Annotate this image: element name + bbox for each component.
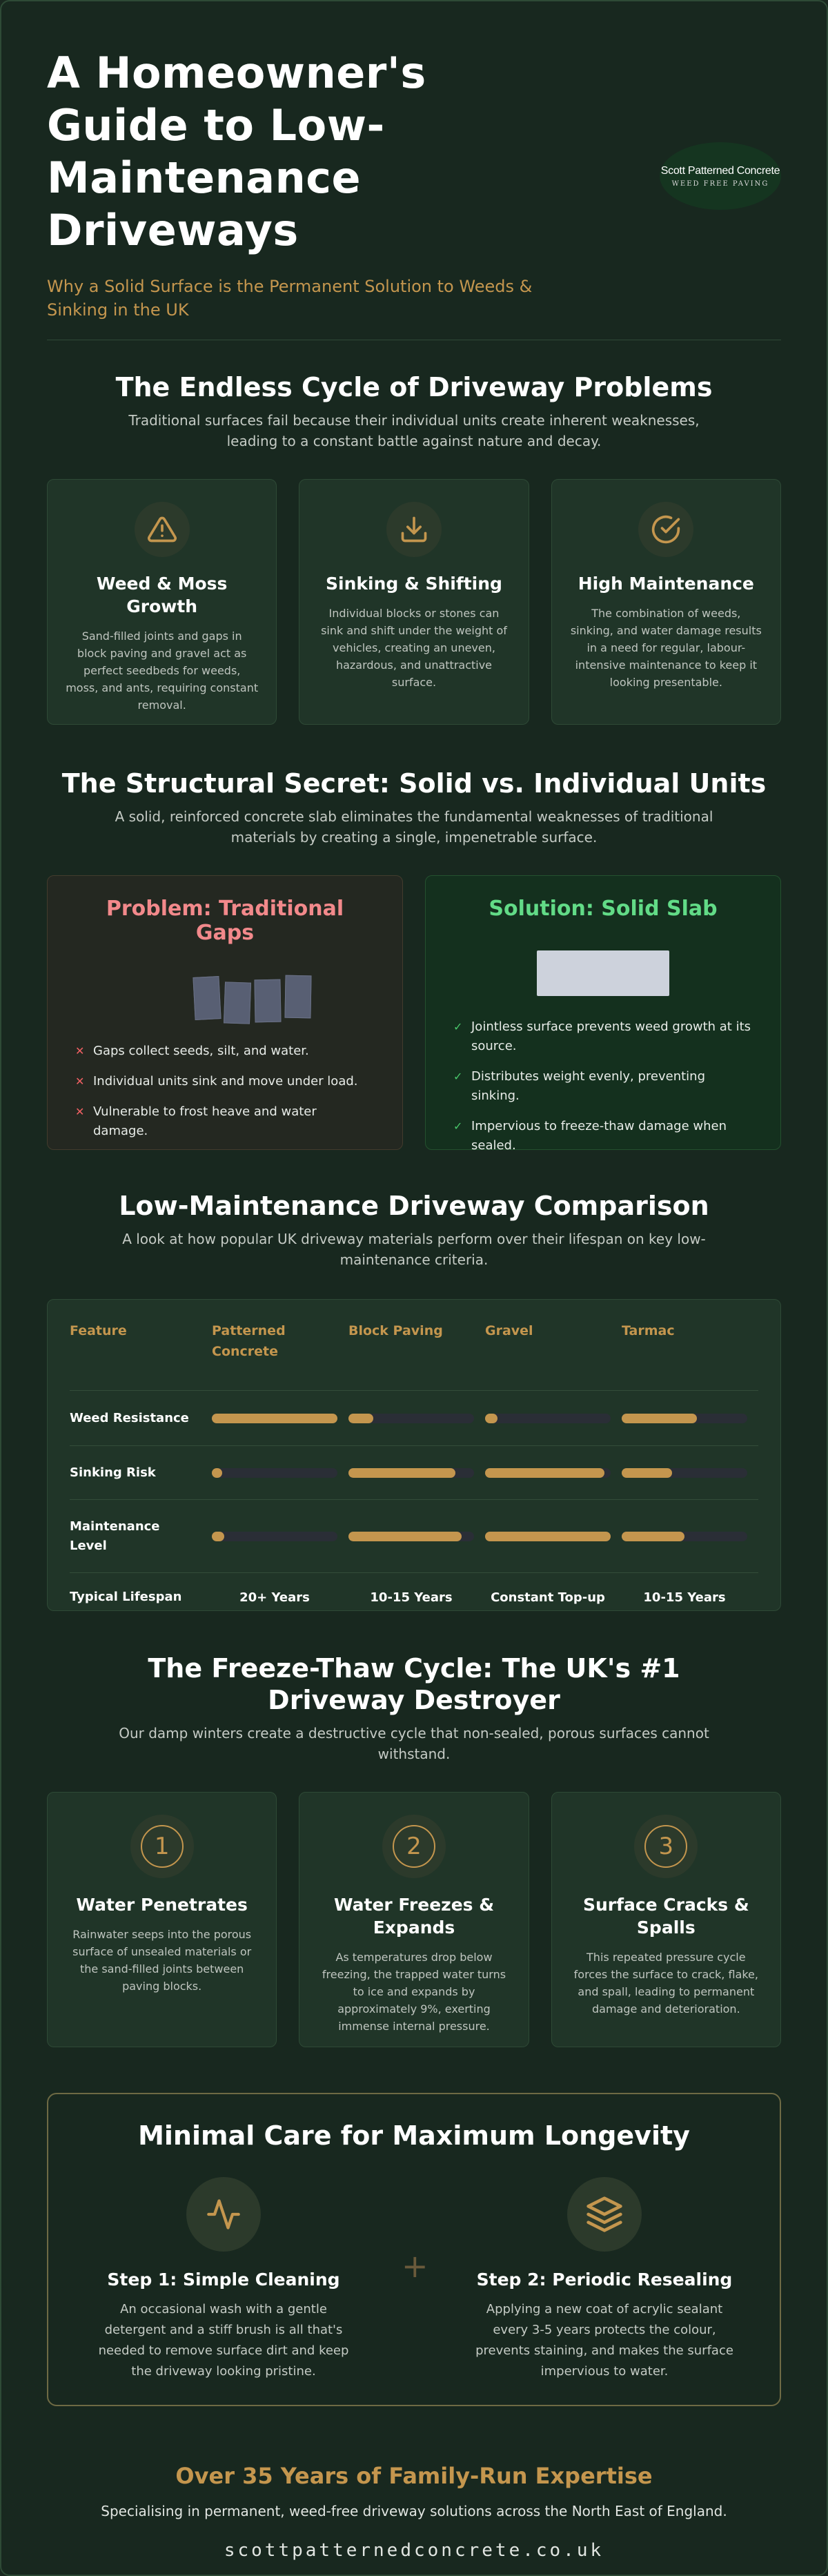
comparison-panels <box>47 875 781 1153</box>
rating-fill <box>485 1532 611 1541</box>
table-row <box>70 1391 758 1446</box>
section-title: The Freeze-Thaw Cycle: The UK's #1 Driveway Destroyer <box>148 1653 680 1715</box>
rating-bar <box>485 1532 611 1541</box>
cross-icon: ✕ <box>75 1105 85 1118</box>
check-icon: ✓ <box>453 1070 463 1083</box>
card-title: Surface Cracks & Spalls <box>582 1895 749 1938</box>
layers-icon <box>567 2177 642 2252</box>
page-subtitle: Why a Solid Surface is the Permanent Solution to Weeds & Sinking in the UK <box>47 277 533 320</box>
card-title: High Maintenance <box>578 574 754 594</box>
care-box <box>47 2093 781 2406</box>
footer <box>1 2406 827 2561</box>
step-number: 3 <box>644 1825 687 1868</box>
paving-block <box>284 975 311 1019</box>
rating-fill <box>348 1414 373 1423</box>
freeze-step-card <box>47 1792 277 2047</box>
rating-bar <box>485 1414 611 1423</box>
care-step <box>473 2177 736 2382</box>
table-row <box>70 1500 758 1573</box>
card-text: This repeated pressure cycle forces the surface to crack, flake, and spall, leading to permanent damage and deterioration. <box>573 1951 758 2016</box>
section-description: A solid, reinforced concrete slab eliminates the fundamental weaknesses of traditional materials by creating a single, impenetrable surface. <box>115 808 713 846</box>
paving-block <box>193 976 221 1020</box>
section-title: Low-Maintenance Driveway Comparison <box>119 1191 709 1221</box>
row-label: Maintenance Level <box>70 1519 160 1553</box>
solution-list <box>453 1017 753 1155</box>
plus-icon: + <box>402 2247 428 2285</box>
rating-bar <box>348 1414 474 1423</box>
footer-title: Over 35 Years of Family-Run Expertise <box>175 2463 653 2489</box>
header <box>1 1 827 340</box>
care-step <box>92 2177 355 2382</box>
care-section <box>1 2047 827 2406</box>
freeze-thaw-section <box>1 1611 827 2047</box>
check-icon: ✓ <box>453 1120 463 1133</box>
column-header: Block Paving <box>348 1323 443 1338</box>
download-icon <box>386 502 442 557</box>
rating-fill <box>485 1414 497 1423</box>
card-title: Weed & Moss Growth <box>96 574 228 616</box>
row-label: Weed Resistance <box>70 1410 189 1425</box>
list-item: ✕ Individual units sink and move under load. <box>75 1072 375 1091</box>
section-title: The Structural Secret: Solid vs. Individual Units <box>61 768 767 799</box>
rating-fill <box>622 1532 684 1541</box>
step-number-badge <box>634 1815 698 1878</box>
card-text: As temperatures drop below freezing, the trapped water turns to ice and expands by approximately 9%, exerting immense internal pressure. <box>322 1951 506 2033</box>
block-paving-illustration <box>75 957 375 1026</box>
lifespan-value: 20+ Years <box>239 1590 310 1605</box>
row-label: Sinking Risk <box>70 1465 156 1480</box>
footer-text: Specialising in permanent, weed-free driveway solutions across the North East of England. <box>101 2503 727 2519</box>
website-link[interactable]: scottpatternedconcrete.co.uk <box>224 2540 604 2561</box>
rating-bar <box>212 1468 337 1478</box>
care-steps <box>48 2177 780 2382</box>
problems-section <box>1 340 827 725</box>
activity-icon <box>186 2177 261 2252</box>
paving-block <box>254 979 281 1023</box>
lifespan-value: 10-15 Years <box>643 1590 726 1605</box>
problem-card <box>47 479 277 725</box>
step-number: 1 <box>141 1825 184 1868</box>
rating-bar <box>212 1414 337 1423</box>
freeze-step-card <box>551 1792 781 2047</box>
step-text: Applying a new coat of acrylic sealant every 3-5 years protects the colour, prevents staining, and makes the surface impervious to water. <box>475 2302 733 2379</box>
step-title: Step 2: Periodic Resealing <box>476 2270 733 2290</box>
rating-fill <box>348 1468 455 1478</box>
comparison-table <box>47 1299 781 1611</box>
solution-panel <box>425 875 781 1153</box>
step-number-badge <box>382 1815 446 1878</box>
page-title: A Homeowner's Guide to Low-Maintenance Driveways <box>47 48 426 255</box>
table-header <box>70 1318 758 1391</box>
rating-fill <box>212 1468 222 1478</box>
column-header: Gravel <box>485 1323 533 1338</box>
section-title: Minimal Care for Maximum Longevity <box>138 2120 690 2151</box>
concrete-slab <box>537 950 669 996</box>
table-row <box>70 1446 758 1500</box>
check-icon: ✓ <box>453 1020 463 1033</box>
rating-bar <box>622 1414 747 1423</box>
row-label: Typical Lifespan <box>70 1590 182 1604</box>
card-text: The combination of weeds, sinking, and water damage results in a need for regular, labour-intensive maintenance to keep it looking presentable. <box>570 607 762 689</box>
lifespan-value: Constant Top-up <box>491 1590 605 1605</box>
problem-panel-title: Problem: Traditional Gaps <box>106 897 344 945</box>
rating-bar <box>622 1532 747 1541</box>
card-title: Sinking & Shifting <box>326 574 502 594</box>
check-circle-icon <box>638 502 693 557</box>
section-description: A look at how popular UK driveway materials perform over their lifespan on key low-maintenance criteria. <box>122 1231 706 1268</box>
problem-cards <box>47 479 781 725</box>
column-header: Patterned Concrete <box>212 1323 286 1359</box>
section-description: Our damp winters create a destructive cycle that non-sealed, porous surfaces cannot withstand. <box>119 1725 709 1762</box>
step-number: 2 <box>393 1825 435 1868</box>
card-text: Rainwater seeps into the porous surface of unsealed materials or the sand-filled joints between paving blocks. <box>72 1928 252 1993</box>
company-logo <box>660 142 781 210</box>
logo-tagline: WEED FREE PAVING <box>671 179 769 188</box>
card-text: Sand-filled joints and gaps in block paving and gravel act as perfect seedbeds for weeds, moss, and ants, requiring constant removal. <box>66 630 259 712</box>
comparison-section <box>1 1150 827 1611</box>
problem-card <box>551 479 781 725</box>
problem-card <box>299 479 529 725</box>
list-item: ✓ Impervious to freeze-thaw damage when sealed. <box>453 1117 753 1155</box>
card-title: Water Freezes & Expands <box>333 1895 495 1938</box>
warning-icon <box>135 502 190 557</box>
step-text: An occasional wash with a gentle detergent and a stiff brush is all that's needed to remove surface dirt and keep the driveway looking pristine. <box>98 2302 349 2379</box>
solution-panel-title: Solution: Solid Slab <box>489 897 718 921</box>
step-title: Step 1: Simple Cleaning <box>107 2270 340 2290</box>
column-header: Feature <box>70 1323 127 1338</box>
list-item: ✕ Vulnerable to frost heave and water damage. <box>75 1102 375 1141</box>
column-header: Tarmac <box>622 1323 675 1338</box>
rating-bar <box>348 1468 474 1478</box>
rating-bar <box>622 1468 747 1478</box>
logo-name: Scott Patterned Concrete <box>660 164 780 177</box>
section-title: The Endless Cycle of Driveway Problems <box>115 372 713 402</box>
rating-fill <box>622 1414 697 1423</box>
card-title: Water Penetrates <box>76 1895 248 1915</box>
card-text: Individual blocks or stones can sink and shift under the weight of vehicles, creating an uneven, hazardous, and unattractive surface. <box>321 607 507 689</box>
problem-panel <box>47 875 403 1150</box>
rating-fill <box>212 1532 224 1541</box>
list-item: ✓ Distributes weight evenly, preventing sinking. <box>453 1067 753 1106</box>
problem-list <box>75 1042 375 1141</box>
rating-fill <box>485 1468 604 1478</box>
section-description: Traditional surfaces fail because their individual units create inherent weaknesses, leading to a constant battle against nature and decay. <box>128 412 700 449</box>
cross-icon: ✕ <box>75 1044 85 1057</box>
lifespan-value: 10-15 Years <box>370 1590 453 1605</box>
solid-slab-illustration <box>453 933 753 1002</box>
list-item: ✕ Gaps collect seeds, silt, and water. <box>75 1042 375 1061</box>
freeze-step-card <box>299 1792 529 2047</box>
list-item: ✓ Jointless surface prevents weed growth at its source. <box>453 1017 753 1056</box>
step-number-badge <box>130 1815 194 1878</box>
paving-block <box>224 982 251 1024</box>
rating-fill <box>348 1532 462 1541</box>
rating-bar <box>348 1532 474 1541</box>
rating-fill <box>622 1468 672 1478</box>
cross-icon: ✕ <box>75 1075 85 1088</box>
structure-section <box>1 725 827 1153</box>
freeze-thaw-steps <box>47 1792 781 2047</box>
rating-fill <box>212 1414 337 1423</box>
rating-bar <box>212 1532 337 1541</box>
rating-bar <box>485 1468 611 1478</box>
